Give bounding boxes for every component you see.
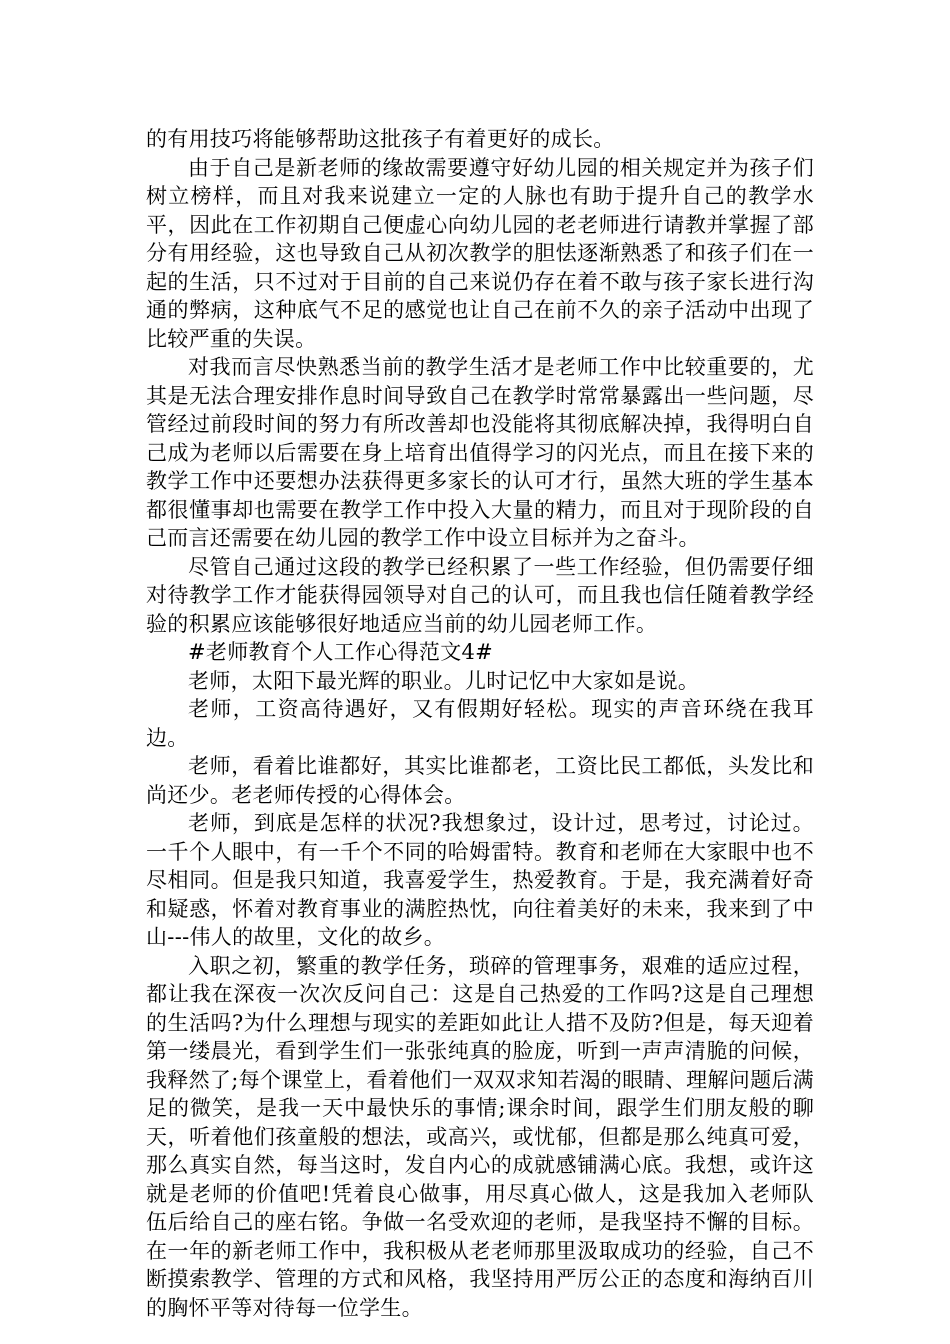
paragraph: 对我而言尽快熟悉当前的教学生活才是老师工作中比较重要的，尤其是无法合理安排作息时间导致自己在教学时常常暴露出一些问题，尽管经过前段时间的努力有所改善却也没能将其彻底解决掉，我得明白自己成为老师以后需要在身上培育出值得学习的闪光点，而且在接下来的教学工作中还要想办法获得更多家长的认可才行，虽然大班的学生基本都很懂事却也需要在教学工作中投入大量的精力，而且对于现阶段的自己而言还需要在幼儿园的教学工作中设立目标并为之奋斗。 [146, 355, 814, 550]
paragraph: 老师，太阳下最光辉的职业。儿时记忆中大家如是说。 [188, 668, 700, 693]
paragraph: 由于自己是新老师的缘故需要遵守好幼儿园的相关规定并为孩子们树立榜样，而且对我来说建立一定的人脉也有助于提升自己的教学水平，因此在工作初期自己便虚心向幼儿园的老老师进行请教并掌握了部分有用经验，这也导致自己从初次教学的胆怯逐渐熟悉了和孩子们在一起的生活，只不过对于目前的自己来说仍存在着不敢与孩子家长进行沟通的弊病，这种底气不足的感觉也让自己在前不久的亲子活动中出现了比较严重的失误。 [146, 155, 814, 351]
section-heading: #老师教育个人工作心得范文4# [188, 640, 494, 664]
paragraph: 老师，工资高待遇好，又有假期好轻松。现实的声音环绕在我耳边。 [146, 697, 814, 750]
paragraph: 入职之初，繁重的教学任务，琐碎的管理事务，艰难的适应过程，都让我在深夜一次次反问自己：这是自己热爱的工作吗?这是自己理想的生活吗?为什么理想与现实的差距如此让人措不及防?但是，每天迎着第一缕晨光，看到学生们一张张纯真的脸庞，听到一声声清脆的问候，我释然了;每个课堂上，看着他们一双双求知若渴的眼睛、理解问题后满足的微笑，是我一天中最快乐的事情;课余时间，跟学生们朋友般的聊天，听着他们孩童般的想法，或高兴，或忧郁，但都是那么纯真可爱，那么真实自然，每当这时，发自内心的成就感铺满心底。我想，或许这就是老师的价值吧!凭着良心做事，用尽真心做人，这是我加入老师队伍后给自己的座右铭。争做一名受欢迎的老师，是我坚持不懈的目标。在一年的新老师工作中，我积极从老老师那里汲取成功的经验，自己不断摸索教学、管理的方式和风格，我坚持用严厉公正的态度和海纳百川的胸怀平等对待每一位学生。 [146, 953, 814, 1320]
paragraph: 老师，看着比谁都好，其实比谁都老，工资比民工都低，头发比和尚还少。老老师传授的心得体会。 [146, 754, 814, 807]
document-body [146, 125, 814, 1322]
paragraph: 尽管自己通过这段的教学已经积累了一些工作经验，但仍需要仔细对待教学工作才能获得园领导对自己的认可，而且我也信任随着教学经验的积累应该能够很好地适应当前的幼儿园老师工作。 [146, 554, 814, 636]
paragraph-continuation: 的有用技巧将能够帮助这批孩子有着更好的成长。 [146, 127, 615, 151]
paragraph: 老师，到底是怎样的状况?我想象过，设计过，思考过，讨论过。一千个人眼中，有一千个不同的哈姆雷特。教育和老师在大家眼中也不尽相同。但是我只知道，我喜爱学生，热爱教育。于是，我充满着好奇和疑惑，怀着对教育事业的满腔热忱，向往着美好的未来，我来到了中山---伟人的故里，文化的故乡。 [146, 811, 814, 949]
